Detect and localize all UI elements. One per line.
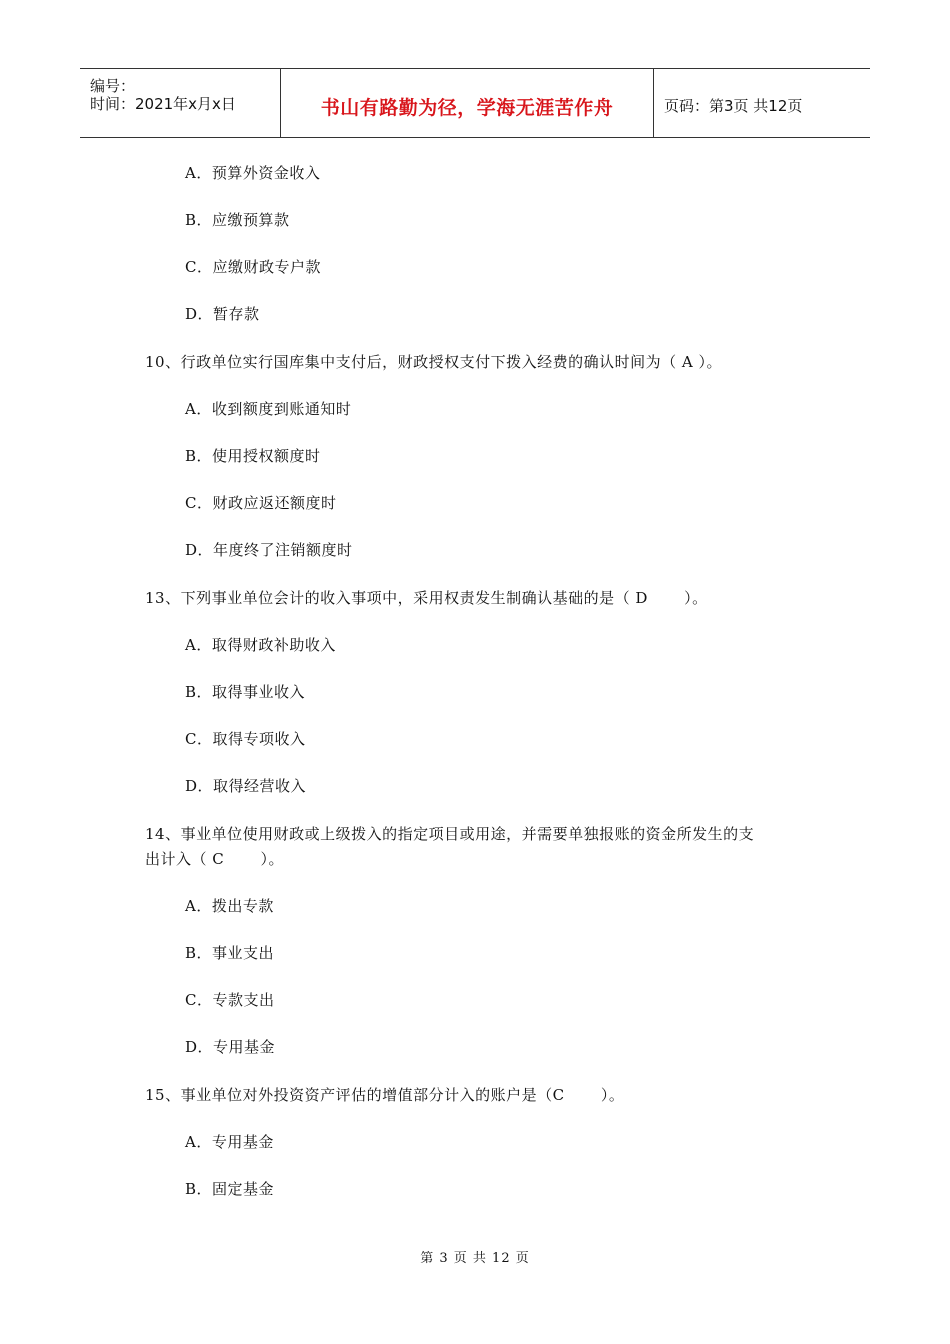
option-line: B．事业支出 <box>185 944 275 962</box>
page-code: 页码：第3页 共12页 <box>664 97 803 115</box>
option-line: B．取得事业收入 <box>185 683 306 701</box>
option-line: C．应缴财政专户款 <box>185 258 321 276</box>
header-page-cell <box>654 69 870 137</box>
option-line: A．专用基金 <box>185 1133 274 1151</box>
question-14-line-1: 14、事业单位使用财政或上级拨入的指定项目或用途，并需要单独报账的资金所发生的支 <box>145 825 755 843</box>
option-line: B．使用授权额度时 <box>185 447 321 465</box>
option-line: D．年度终了注销额度时 <box>185 541 353 559</box>
option-line: A．取得财政补助收入 <box>185 636 336 654</box>
option-line: C．取得专项收入 <box>185 730 306 748</box>
option-line: B．固定基金 <box>185 1180 275 1198</box>
option-line: B．应缴预算款 <box>185 211 290 229</box>
option-line: A．收到额度到账通知时 <box>185 400 352 418</box>
header-motto-cell <box>281 69 654 137</box>
document-header <box>80 68 870 138</box>
header-meta-cell <box>80 69 281 137</box>
option-line: D．专用基金 <box>185 1038 276 1056</box>
motto-text: 书山有路勤为径，学海无涯苦作舟 <box>320 97 614 119</box>
option-line: A．预算外资金收入 <box>185 164 321 182</box>
option-line: C．专款支出 <box>185 991 275 1009</box>
option-line: D．取得经营收入 <box>185 777 307 795</box>
page-footer: 第 3 页 共 12 页 <box>420 1251 530 1266</box>
question-10: 10、行政单位实行国库集中支付后，财政授权支付下拨入经费的确认时间为（ A ）。 <box>145 353 722 371</box>
question-15: 15、事业单位对外投资资产评估的增值部分计入的账户是（C ）。 <box>145 1086 625 1104</box>
time-label: 时间：2021年x月x日 <box>90 95 236 113</box>
option-line: D．暂存款 <box>185 305 260 323</box>
question-13: 13、下列事业单位会计的收入事项中，采用权责发生制确认基础的是（ D ）。 <box>145 589 708 607</box>
option-line: A．拨出专款 <box>185 897 274 915</box>
number-label: 编号： <box>90 77 136 95</box>
option-line: C．财政应返还额度时 <box>185 494 337 512</box>
question-14-line-2: 出计入（ C ）。 <box>145 850 285 868</box>
